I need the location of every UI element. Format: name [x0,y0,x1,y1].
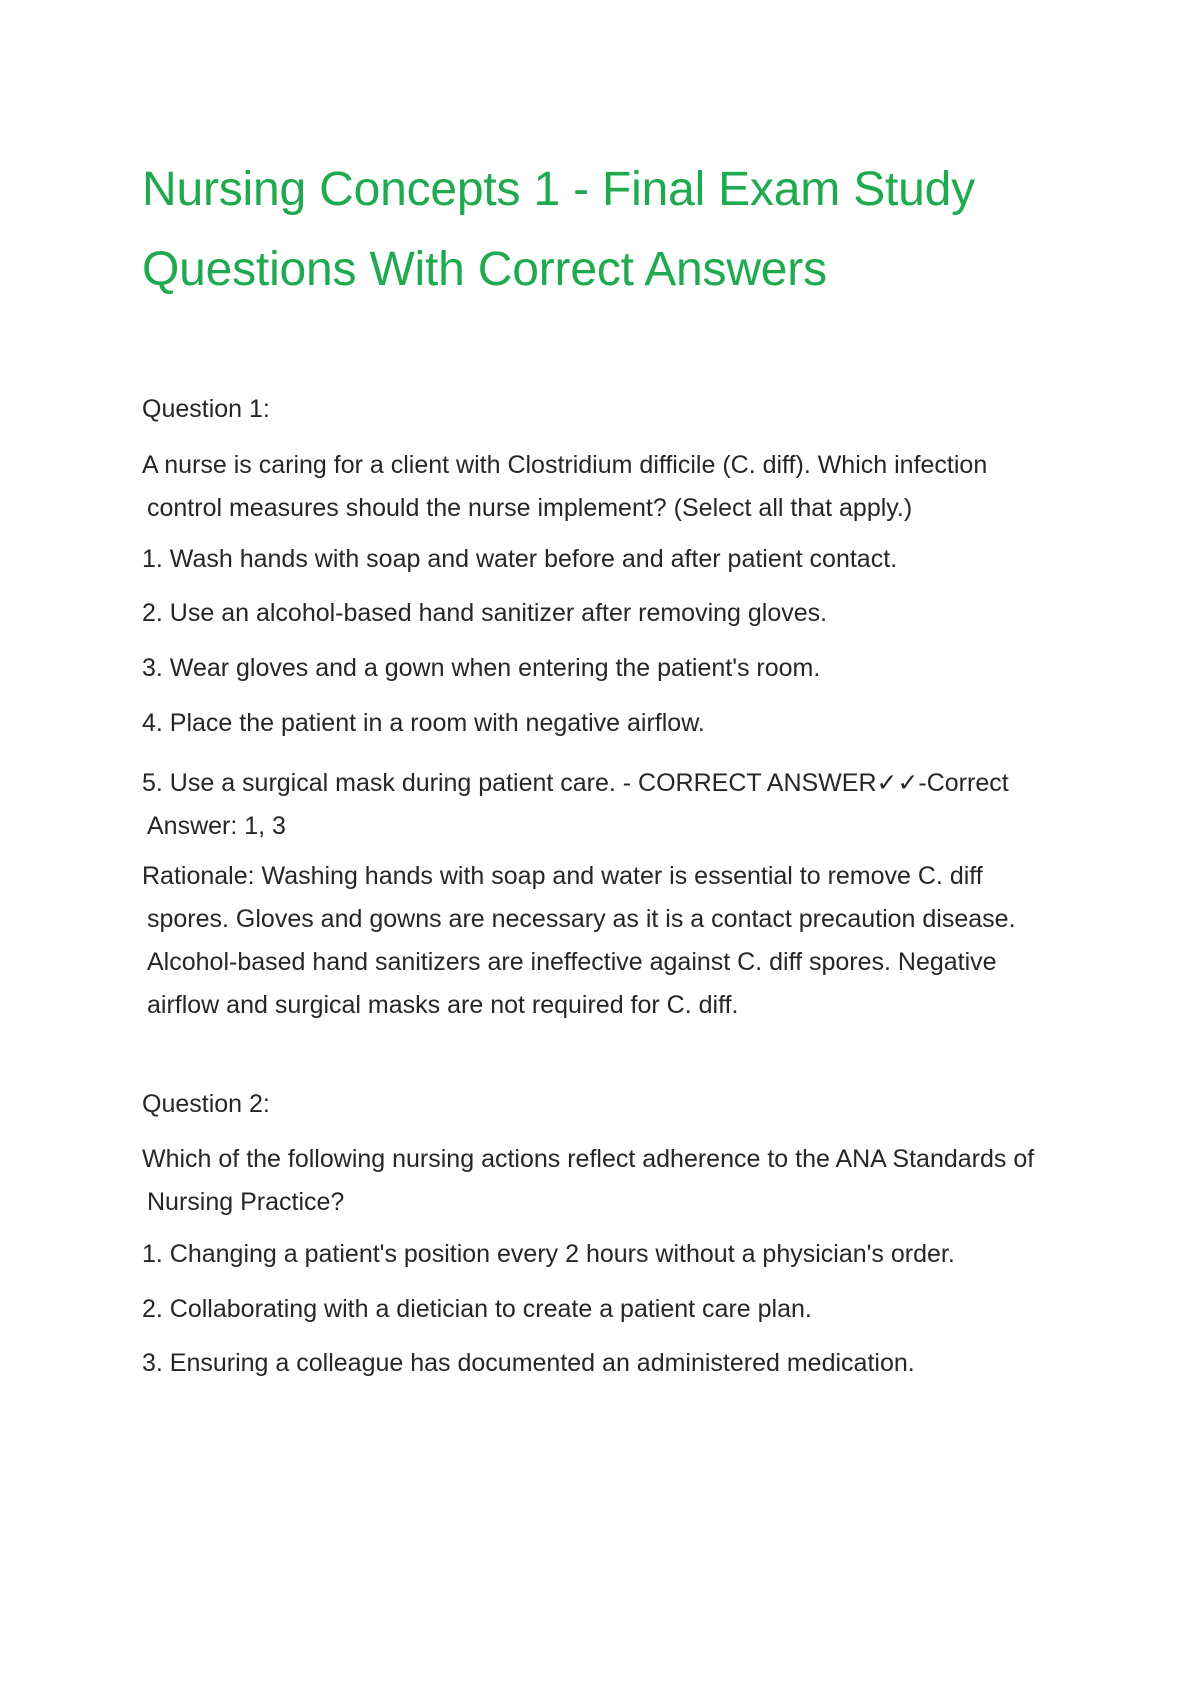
question-2-option-2: 2. Collaborating with a dietician to create a patient care plan. [142,1295,812,1323]
question-1-answer-line-1: 5. Use a surgical mask during patient care. - CORRECT ANSWER✓✓-Correct [142,769,1009,797]
question-2-stem-line-2: Nursing Practice? [147,1188,345,1216]
question-1-answer-line-2: Answer: 1, 3 [147,812,286,840]
question-1-rationale-line-2: spores. Gloves and gowns are necessary as it is a contact precaution disease. [147,905,1016,933]
question-1-rationale [142,855,1082,1027]
title-line-1: Nursing Concepts 1 - Final Exam Study [142,163,975,216]
question-1-answer [142,762,1082,848]
question-2-heading: Question 2: [142,1090,270,1118]
document-title [142,150,1122,310]
question-1-rationale-line-4: airflow and surgical masks are not required for C. diff. [147,991,739,1019]
question-2-option-3: 3. Ensuring a colleague has documented an administered medication. [142,1349,915,1377]
question-1-option-1: 1. Wash hands with soap and water before and after patient contact. [142,545,898,573]
question-1-stem [142,444,1082,530]
question-2-stem-line-1: Which of the following nursing actions reflect adherence to the ANA Standards of [142,1145,1035,1173]
question-1-option-3: 3. Wear gloves and a gown when entering the patient's room. [142,654,821,682]
question-1-rationale-line-3: Alcohol-based hand sanitizers are ineffective against C. diff spores. Negative [147,948,997,976]
title-line-2: Questions With Correct Answers [142,243,827,296]
question-2-option-1: 1. Changing a patient's position every 2 hours without a physician's order. [142,1240,955,1268]
question-1-stem-line-2: control measures should the nurse implement? (Select all that apply.) [147,494,913,522]
question-1-option-4: 4. Place the patient in a room with negative airflow. [142,709,705,737]
question-1-stem-line-1: A nurse is caring for a client with Clostridium difficile (C. diff). Which infection [142,451,988,479]
question-2-stem [142,1138,1082,1224]
question-1-option-2: 2. Use an alcohol-based hand sanitizer after removing gloves. [142,599,828,627]
question-1-rationale-line-1: Rationale: Washing hands with soap and water is essential to remove C. diff [142,862,983,890]
question-1-heading: Question 1: [142,395,270,423]
